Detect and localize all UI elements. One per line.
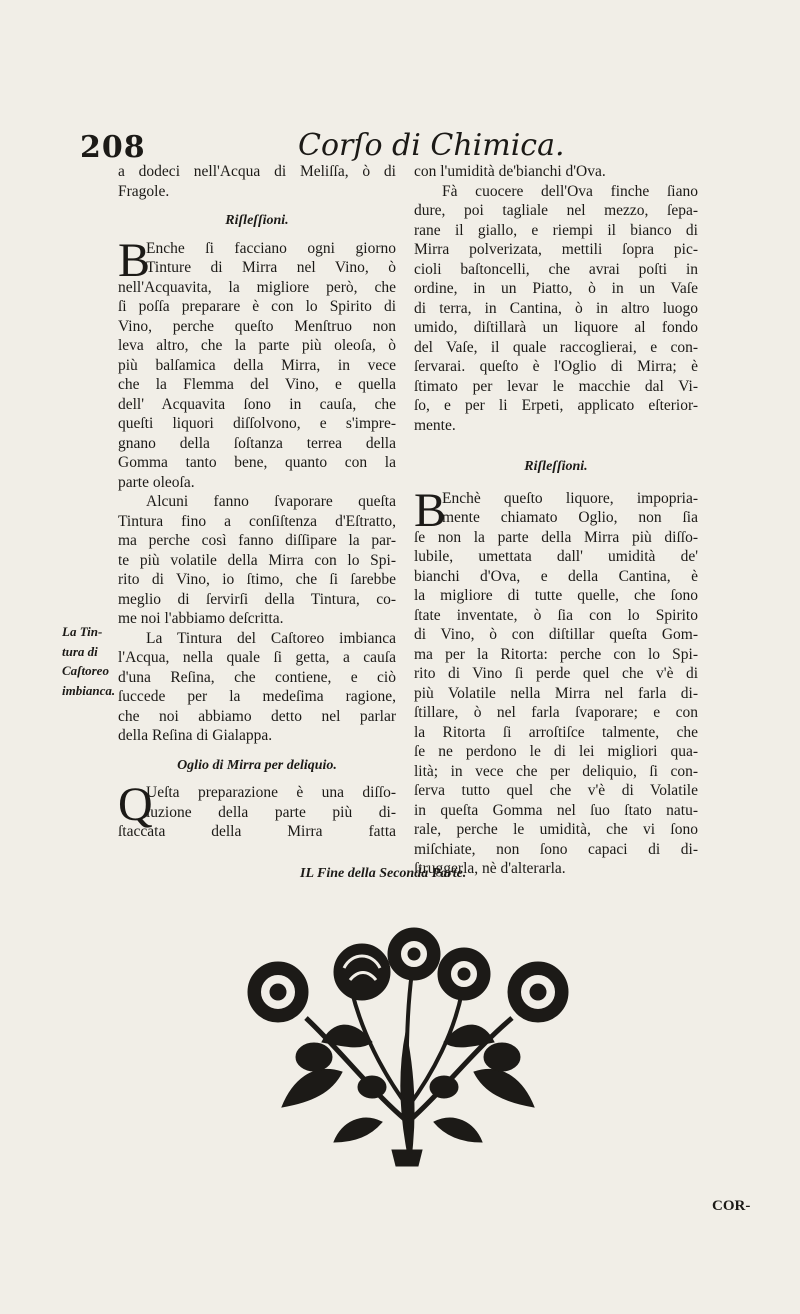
- text-line: umido, diſtillarà un liquore al fondo: [414, 319, 698, 336]
- floral-ornament-icon: [222, 922, 592, 1172]
- text-line: della Reſina di Gialappa.: [118, 727, 273, 744]
- text-line: parte oleoſa.: [118, 473, 195, 491]
- paragraph: [414, 162, 698, 435]
- text-line: mente chiamato Oglio, non ſia: [442, 509, 698, 526]
- text-line: ſervarai. queſto è l'Oglio di Mirra; è: [414, 358, 698, 375]
- text-line: Mirra polverizata, mettili ſopra pic-: [414, 241, 698, 258]
- text-line: l'Acqua, nella quale ſi getta, a cauſa: [118, 649, 396, 666]
- marginal-note: [62, 622, 122, 700]
- section-heading: Riſleſſioni.: [225, 213, 289, 228]
- text-line: ma per la Ritorta: perche con lo Spi-: [414, 645, 698, 663]
- text-line: ſuccede per la medeſima ragione,: [118, 688, 396, 705]
- running-title: Corſo di Chimica.: [298, 128, 565, 163]
- text-line: luzione della parte più di-: [146, 803, 396, 821]
- text-line: me noi l'abbiamo deſcritta.: [118, 610, 284, 627]
- text-line: ſo, e per li Erpeti, applicato eſterior-: [414, 397, 698, 414]
- text-line: Fà cuocere dell'Ova finche ſiano: [442, 182, 698, 200]
- text-line: Alcuni fanno ſvaporare queſta: [146, 493, 396, 510]
- drop-cap: B: [118, 233, 151, 287]
- text-line: Enche ſi facciano ogni giorno: [146, 239, 396, 257]
- paragraph: [118, 492, 396, 629]
- text-line: rito di Vino, io ſtimo, che ſi ſarebbe: [118, 571, 396, 588]
- text-line: Gomma tanto bene, quanto con la: [118, 454, 396, 471]
- text-line: rito di Vino ſi perde quel che v'è di: [414, 665, 698, 682]
- paragraph: [118, 233, 396, 493]
- text-line: lità; in vece che per deliquio, ſi con-: [414, 762, 698, 780]
- text-line: queſti liquori diſſolvono, e s'impre-: [118, 415, 396, 432]
- text-line: te più volatile della Mirra con lo Spi-: [118, 551, 396, 569]
- text-line: dell' Acquavita ſono in cauſa, che: [118, 395, 396, 413]
- paragraph: [414, 483, 698, 879]
- paragraph: [118, 629, 396, 746]
- text-line: ſtillare, ò nel farla ſvaporare; e con: [414, 704, 698, 721]
- text-line: ſtate inventate, ò ſia con lo Spirito: [414, 606, 698, 624]
- marginal-note-line: imbianca.: [62, 682, 116, 698]
- text-line: ma perche così fanno diſſipare la par-: [118, 532, 396, 549]
- catchword: COR-: [712, 1198, 751, 1214]
- marginal-note-line: tura di: [62, 643, 98, 659]
- text-line: che noi abbiamo detto nel parlar: [118, 707, 396, 725]
- text-line: Tinture di Mirra nel Vino, ò: [146, 259, 396, 276]
- text-line: meglio di ſervirſi della Tintura, co-: [118, 590, 396, 608]
- end-of-part-note: IL Fine della Seconda Parte.: [300, 866, 467, 881]
- text-line: mente.: [414, 416, 456, 434]
- text-line: gnano della ſoſtanza terrea della: [118, 434, 396, 452]
- text-line: che la Flemma del Vino, e quella: [118, 376, 396, 393]
- text-line: Fragole.: [118, 182, 170, 200]
- text-line: bianchi d'Ova, e della Cantina, è: [414, 567, 698, 585]
- text-line: leva altro, che la parte più oleoſa, ò: [118, 337, 396, 354]
- text-line: di Vino, ò con diſtillar queſta Gom-: [414, 626, 698, 643]
- left-column: [118, 162, 396, 842]
- text-line: ſe ne perdono le di lei migliori qua-: [414, 743, 698, 760]
- text-line: cioli baſtoncelli, che avrai poſti in: [414, 260, 698, 278]
- text-line: di terra, in Cantina, ò in altro luogo: [414, 299, 698, 317]
- marginal-note-line: Caſtoreo: [62, 663, 109, 678]
- text-line: ſtaccata della Mirra fatta: [118, 823, 396, 840]
- text-line: ſtimato per levar le macchie dal Vi-: [414, 377, 698, 395]
- text-line: del Vaſe, il quale raccoglierai, e con-: [414, 338, 698, 356]
- drop-cap: Q: [118, 778, 153, 831]
- text-line: ſe non la parte della Mirra più diſſo-: [414, 528, 698, 546]
- text-line: in queſta Gomma nel ſuo ſtato natu-: [414, 801, 698, 819]
- drop-cap: B: [414, 483, 447, 537]
- text-line: a dodeci nell'Acqua di Meliſſa, ò di: [118, 163, 396, 180]
- text-line: lubile, umettata dall' umidità de': [414, 548, 698, 565]
- text-line: rale, perche le umidità, che vi ſono: [414, 821, 698, 838]
- text-line: Vino, perche queſto Menſtruo non: [118, 317, 396, 335]
- right-column: [414, 162, 698, 879]
- text-line: ſtruggerla, nè d'alterarla.: [414, 860, 566, 877]
- text-line: d'una Reſina, che contiene, e ciò: [118, 668, 396, 686]
- text-line: rane il giallo, e riempi il bianco di: [414, 221, 698, 239]
- text-line: ſi poſſa preparare è con lo Spirito di: [118, 298, 396, 315]
- text-line: La Tintura del Caſtoreo imbianca: [146, 629, 396, 647]
- text-line: con l'umidità de'bianchi d'Ova.: [414, 163, 606, 180]
- text-line: miſchiate, non ſono capaci di di-: [414, 840, 698, 858]
- marginal-note-line: La Tin-: [62, 624, 103, 639]
- text-line: la migliore di tutte quelle, che ſono: [414, 587, 698, 604]
- section-heading: Riſleſſioni.: [524, 459, 588, 474]
- text-line: più Volatile nella Mirra nel farla di-: [414, 684, 698, 702]
- text-line: ſerva tutto quel che v'è di Volatile: [414, 782, 698, 799]
- text-line: Tintura fino a conſiſtenza d'Eſtratto,: [118, 512, 396, 530]
- text-line: più balſamica della Mirra, in vece: [118, 356, 396, 374]
- page-number: 208: [80, 130, 146, 165]
- text-line: nell'Acquavita, la migliore però, che: [118, 278, 396, 296]
- section-heading: Oglio di Mirra per deliquio.: [177, 757, 337, 773]
- text-line: la Ritorta ſi arroſtiſce talmente, che: [414, 723, 698, 741]
- text-line: Enchè queſto liquore, impopria-: [442, 489, 698, 507]
- paragraph: [118, 778, 396, 842]
- text-line: dure, poi tagliale nel mezzo, ſepa-: [414, 202, 698, 219]
- text-line: Ueſta preparazione è una diſſo-: [146, 784, 396, 801]
- text-line: ordine, in un Piatto, ò in un Vaſe: [414, 280, 698, 297]
